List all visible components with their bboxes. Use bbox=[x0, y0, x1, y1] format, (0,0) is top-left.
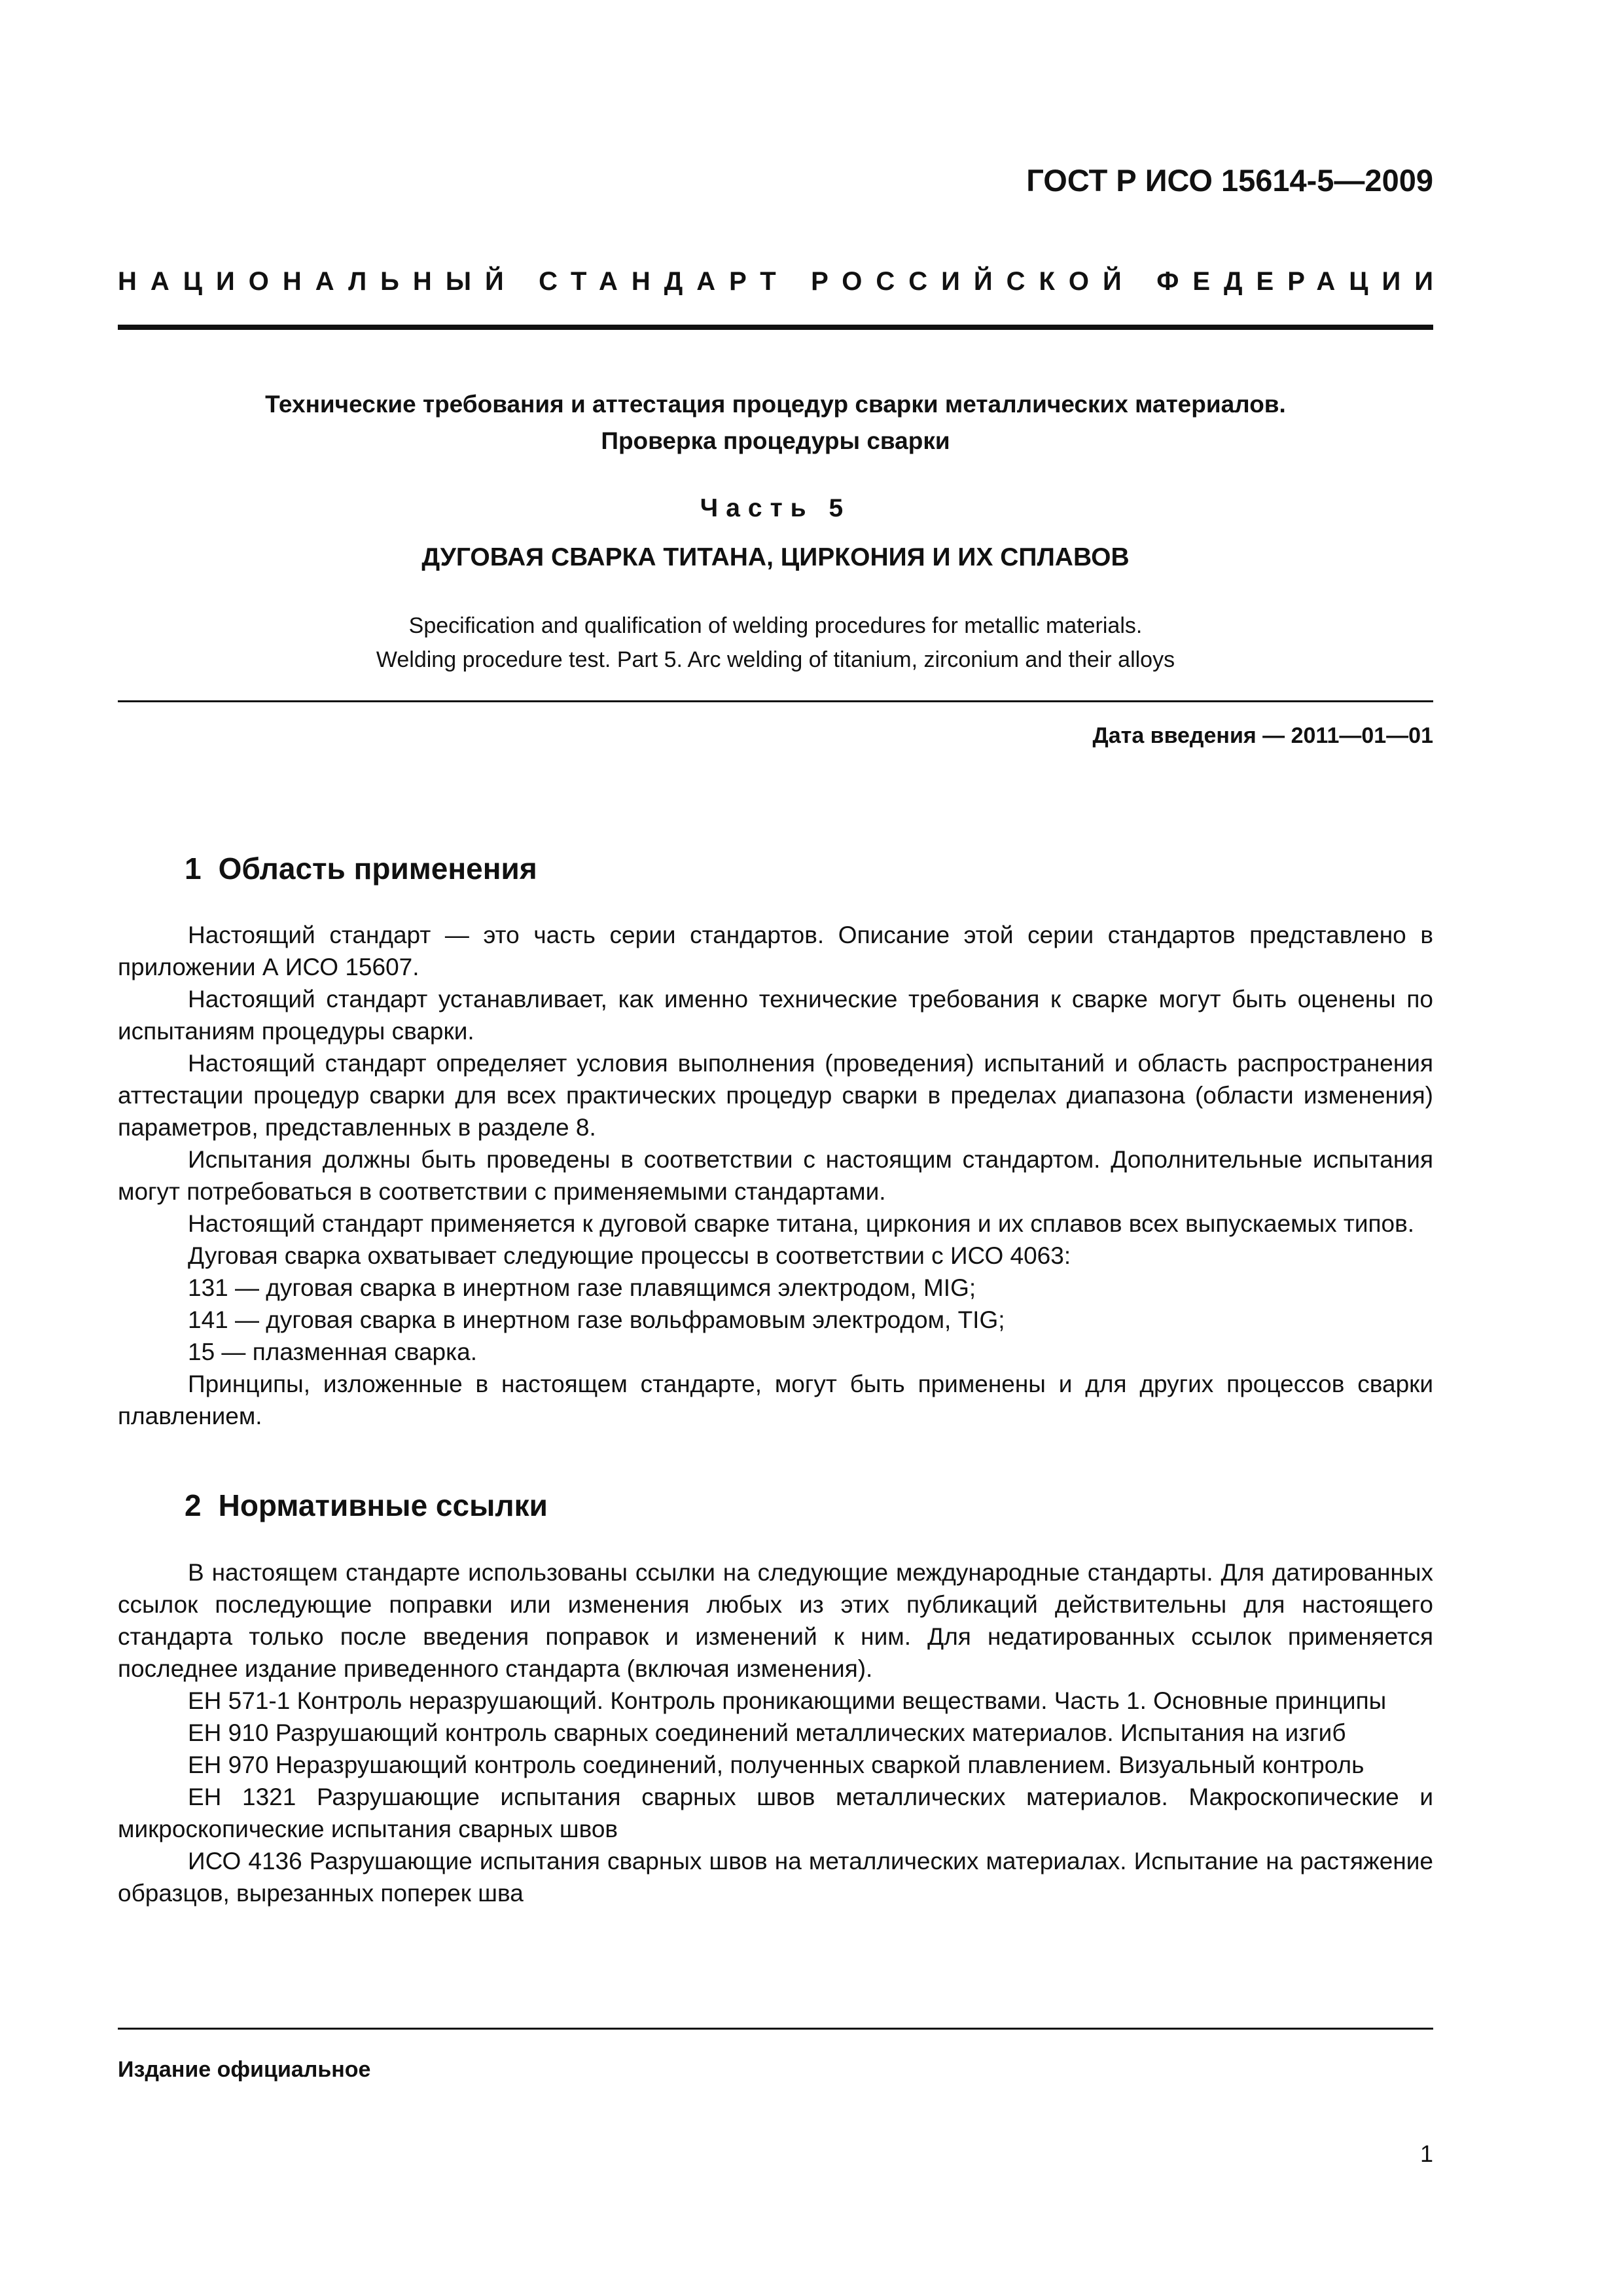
title-ru-line: Проверка процедуры сварки bbox=[601, 427, 950, 454]
national-standard-banner bbox=[118, 267, 1447, 296]
paragraph: Испытания должны быть проведены в соответствии с настоящим стандартом. Дополнительные испытания могут потребоваться в соответствии с применяемыми стандартами. bbox=[118, 1146, 1433, 1205]
page-number: 1 bbox=[1419, 2140, 1433, 2167]
section-title: Область применения bbox=[218, 852, 537, 886]
paragraph: Настоящий стандарт применяется к дуговой сварке титана, циркония и их сплавов всех выпускаемых типов. bbox=[188, 1210, 1415, 1237]
banner-word: СТАНДАРТ bbox=[539, 267, 790, 296]
section-title: Нормативные ссылки bbox=[218, 1488, 548, 1522]
title-rule bbox=[118, 700, 1433, 702]
paragraph: Настоящий стандарт — это часть серии стандартов. Описание этой серии стандартов представлено в приложении А ИСО 15607. bbox=[118, 922, 1433, 980]
title-en-line: Welding procedure test. Part 5. Arc welding of titanium, zirconium and their alloys bbox=[376, 647, 1175, 672]
title-ru-line: Технические требования и аттестация процедур сварки металлических материалов. bbox=[265, 391, 1286, 418]
banner-word: ФЕДЕРАЦИИ bbox=[1156, 267, 1447, 296]
section-2-body bbox=[118, 1556, 1433, 1909]
paragraph: Настоящий стандарт определяет условия выполнения (проведения) испытаний и область распространения аттестации процедур сварки для всех практических процедур сварки в пределах диапазона (области изменения) параметров, представленных в разделе 8. bbox=[118, 1050, 1433, 1141]
banner-word: РОССИЙСКОЙ bbox=[811, 267, 1135, 296]
paragraph: Дуговая сварка охватывает следующие процессы в соответствии с ИСО 4063: bbox=[188, 1242, 1071, 1269]
section-1-heading bbox=[185, 851, 537, 886]
header-rule bbox=[118, 325, 1433, 330]
title-en-line: Specification and qualification of welding procedures for metallic materials. bbox=[408, 613, 1143, 638]
section-number: 2 bbox=[185, 1488, 202, 1522]
section-1-body bbox=[118, 919, 1433, 1432]
title-english bbox=[118, 609, 1433, 677]
document-code: ГОСТ Р ИСО 15614-5—2009 bbox=[1026, 163, 1433, 198]
reference-item: ЕН 571-1 Контроль неразрушающий. Контроль проникающими веществами. Часть 1. Основные принципы bbox=[188, 1687, 1387, 1714]
banner-word: НАЦИОНАЛЬНЫЙ bbox=[118, 267, 518, 296]
part-title: ДУГОВАЯ СВАРКА ТИТАНА, ЦИРКОНИЯ И ИХ СПЛАВОВ bbox=[421, 543, 1130, 571]
paragraph: Принципы, изложенные в настоящем стандарте, могут быть применены и для других процессов сварки плавлением. bbox=[118, 1371, 1433, 1429]
list-item: 131 — дуговая сварка в инертном газе плавящимся электродом, MIG; bbox=[188, 1274, 976, 1301]
reference-item: ИСО 4136 Разрушающие испытания сварных швов на металлических материалах. Испытание на растяжение образцов, вырезанных поперек шва bbox=[118, 1848, 1433, 1907]
list-item: 15 — плазменная сварка. bbox=[188, 1338, 477, 1365]
section-number: 1 bbox=[185, 852, 202, 886]
intro-date: Дата введения — 2011—01—01 bbox=[1092, 723, 1433, 748]
title-russian bbox=[118, 386, 1433, 459]
reference-item: ЕН 970 Неразрушающий контроль соединений, полученных сваркой плавлением. Визуальный контроль bbox=[188, 1751, 1364, 1778]
part-label: Часть 5 bbox=[700, 494, 851, 522]
footer-rule bbox=[118, 2028, 1433, 2030]
reference-item: ЕН 910 Разрушающий контроль сварных соединений металлических материалов. Испытания на изгиб bbox=[188, 1719, 1346, 1746]
paragraph: В настоящем стандарте использованы ссылки на следующие международные стандарты. Для датированных ссылок последующие поправки или изменения любых из этих публикаций действительны для настоящего стандарта только после введения поправок и изменений к ним. Для недатированных ссылок применяется последнее издание приведенного стандарта (включая изменения). bbox=[118, 1559, 1433, 1682]
reference-item: ЕН 1321 Разрушающие испытания сварных швов металлических материалов. Макроскопические и микроскопические испытания сварных швов bbox=[118, 1784, 1433, 1842]
paragraph: Настоящий стандарт устанавливает, как именно технические требования к сварке могут быть оценены по испытаниям процедуры сварки. bbox=[118, 986, 1433, 1045]
edition-label: Издание официальное bbox=[118, 2057, 371, 2082]
section-2-heading bbox=[185, 1488, 548, 1523]
list-item: 141 — дуговая сварка в инертном газе вольфрамовым электродом, TIG; bbox=[188, 1306, 1005, 1333]
